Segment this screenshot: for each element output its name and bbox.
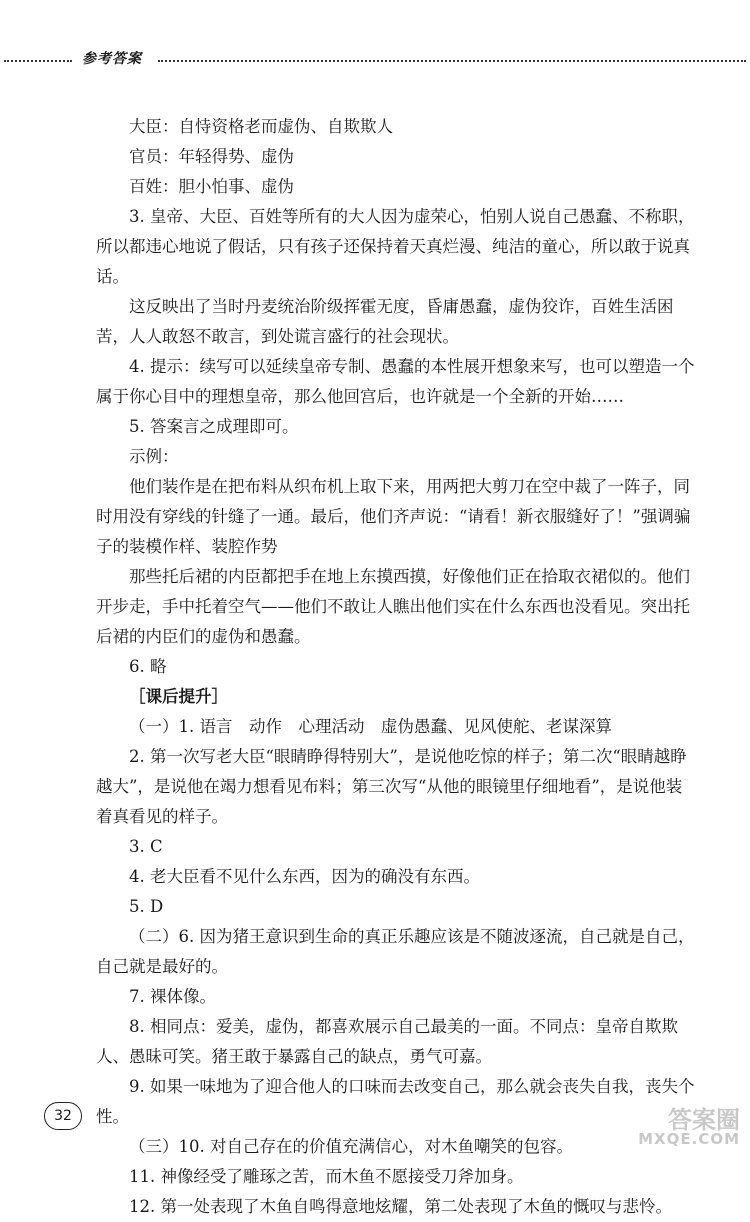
running-header [0, 44, 750, 74]
answer-paragraph: 5. 答案言之成理即可。 [129, 417, 299, 436]
answer-paragraph: 那些托后裙的内臣都把手在地上东摸西摸，好像他们正在拾取衣裙似的。他们开步走，手中托着空气——他们不敢让人瞧出他们实在什么东西也没看见。突出托后裙的内臣们的虚伪和愚蠢。 [96, 567, 690, 646]
answer-paragraph: （一）1. 语言 动作 心理活动 虚伪愚蠢、见风使舵、老谋深算 [129, 717, 612, 736]
answer-paragraph: 百姓：胆小怕事、虚伪 [129, 177, 294, 196]
answer-paragraph: 9. 如果一味地为了迎合他人的口味而去改变自己，那么就会丧失自我，丧失个性。 [96, 1077, 695, 1126]
answer-paragraph: 这反映出了当时丹麦统治阶级挥霍无度，昏庸愚蠢，虚伪狡诈，百姓生活困苦，人人敢怒不敢言，到处谎言盛行的社会现状。 [96, 297, 674, 346]
answer-paragraph: 4. 提示：续写可以延续皇帝专制、愚蠢的本性展开想象来写，也可以塑造一个属于你心目中的理想皇帝，那么他回宫后，也许就是一个全新的开始…… [96, 357, 695, 406]
answer-paragraph: 示例： [129, 447, 179, 466]
watermark-logo [618, 1100, 748, 1150]
answer-paragraph: 6. 略 [129, 657, 167, 676]
header-dotted-rule-right [158, 60, 746, 62]
answer-paragraph: 官员：年轻得势、虚伪 [129, 147, 294, 166]
answer-paragraph: 12. 第一处表现了木鱼自鸣得意地炫耀，第二处表现了木鱼的慨叹与悲怜。 [129, 1197, 672, 1216]
answer-paragraph: 5. D [129, 897, 164, 916]
answer-paragraph: （三）10. 对自己存在的价值充满信心，对木鱼嘲笑的包容。 [129, 1137, 573, 1156]
answer-paragraph: 2. 第一次写老大臣“眼睛睁得特别大”，是说他吃惊的样子；第二次“眼睛越睁越大”，是说他在竭力想看见布料；第三次写“从他的眼镜里仔细地看”，是说他装着真看见的样子。 [96, 747, 687, 826]
answer-paragraph: 4. 老大臣看不见什么东西，因为的确没有东西。 [129, 867, 480, 886]
answer-paragraph: （二）6. 因为猪王意识到生命的真正乐趣应该是不随波逐流，自己就是自己，自己就是最好的。 [96, 927, 695, 976]
answer-content [96, 112, 696, 1222]
answer-paragraph: 3. 皇帝、大臣、百姓等所有的大人因为虚荣心，怕别人说自己愚蠢、不称职，所以都违心地说了假话，只有孩子还保持着天真烂漫、纯洁的童心，所以敢于说真话。 [96, 207, 695, 286]
answer-paragraph: 11. 神像经受了雕琢之苦，而木鱼不愿接受刀斧加身。 [129, 1167, 524, 1186]
answer-paragraph: 大臣：自恃资格老而虚伪、自欺欺人 [129, 117, 393, 136]
answer-paragraph: 他们装作是在把布料从织布机上取下来，用两把大剪刀在空中裁了一阵子，同时用没有穿线的针缝了一通。最后，他们齐声说：“请看！新衣服缝好了！”强调骗子的装模作样、装腔作势 [96, 477, 691, 556]
answer-paragraph: 7. 裸体像。 [129, 987, 216, 1006]
header-dotted-rule-left [4, 60, 72, 62]
answer-paragraph: 3. C [129, 837, 163, 856]
page-number: 32 [44, 1102, 82, 1130]
section-heading: ［课后提升］ [129, 687, 228, 706]
watermark-text-url: MXQE.COM [638, 1130, 740, 1148]
header-title: 参考答案 [82, 51, 142, 67]
watermark-text-main: 答案圈 [668, 1106, 740, 1134]
answer-paragraph: 8. 相同点：爱美，虚伪，都喜欢展示自己最美的一面。不同点：皇帝自欺欺人、愚昧可笑。猪王敢于暴露自己的缺点，勇气可嘉。 [96, 1017, 678, 1066]
